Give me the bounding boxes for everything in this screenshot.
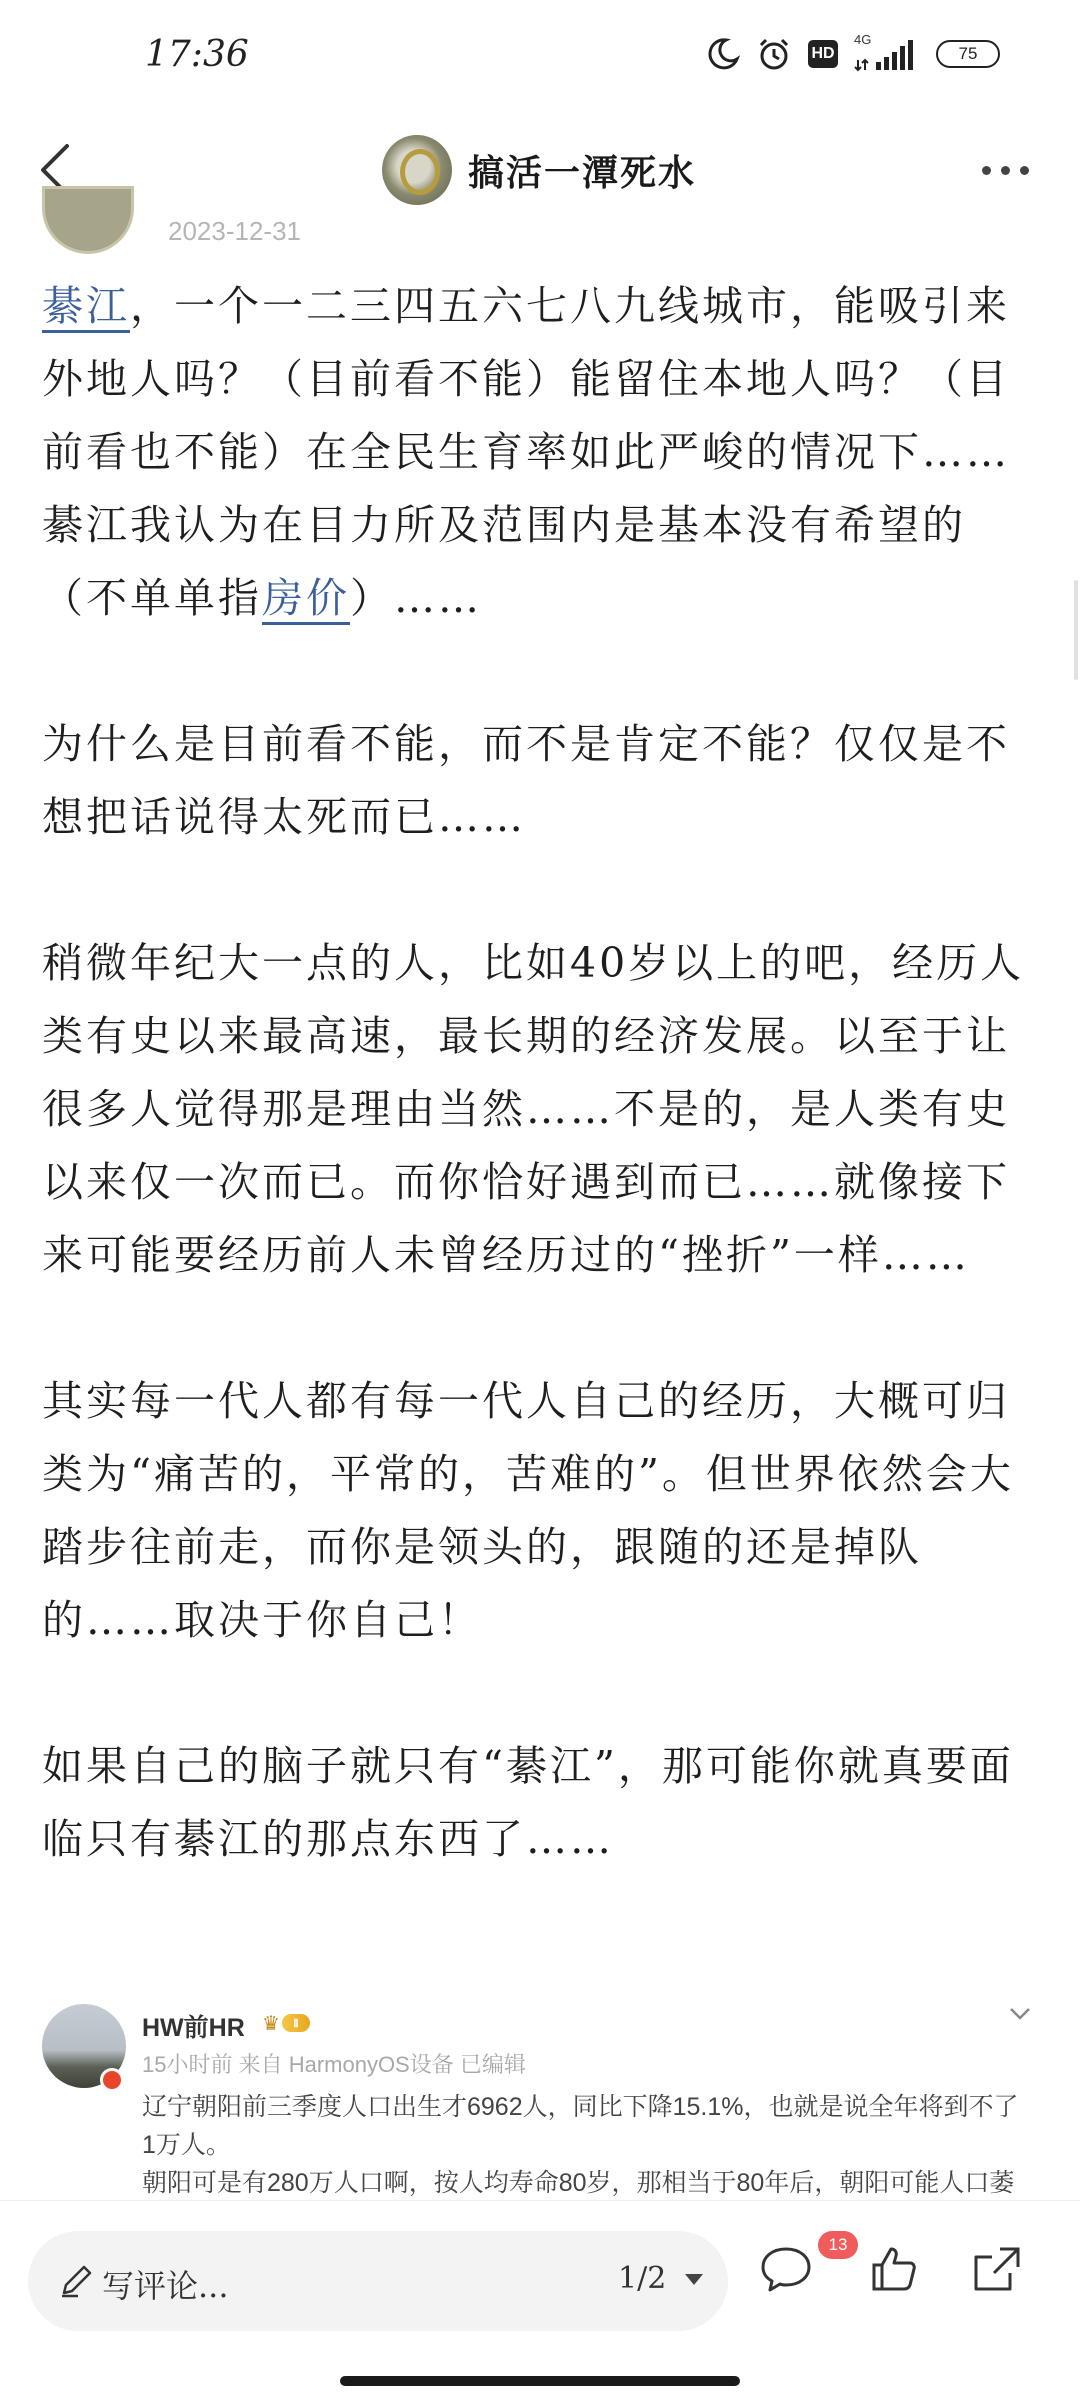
comment-placeholder: 写评论... bbox=[102, 2267, 229, 2305]
status-icons bbox=[706, 32, 1000, 72]
share-icon[interactable] bbox=[970, 2243, 1026, 2295]
page-indicator[interactable]: 1/2 bbox=[618, 2261, 667, 2296]
chevron-down-icon[interactable] bbox=[1000, 1994, 1040, 2034]
level-label: Ⅱ bbox=[282, 2014, 310, 2032]
topic-link[interactable]: 房价 bbox=[262, 574, 350, 625]
pen-icon bbox=[58, 2263, 94, 2303]
author-row bbox=[0, 216, 1080, 254]
paragraph: 为什么是目前看不能，而不是肯定不能？仅仅是不想把话说得太死而已…… bbox=[42, 720, 1010, 841]
paragraph: 稍微年纪大一点的人，比如40岁以上的吧，经历人类有史以来最高速，最长期的经济发展。以至于让很多人觉得那是理由当然……不是的，是人类有史以来仅一次而已。而你恰好遇到而已……就像接下来可能要经历前人未曾经历过的“挫折”一样…… bbox=[42, 939, 1025, 1279]
bottom-action-bar bbox=[0, 2200, 1080, 2400]
home-indicator[interactable] bbox=[340, 2376, 740, 2386]
paragraph-text: ）…… bbox=[350, 574, 482, 622]
scrollbar[interactable] bbox=[1074, 580, 1078, 680]
level-badge bbox=[262, 2012, 314, 2034]
commenter-name[interactable]: HW前HR bbox=[142, 2014, 245, 2042]
paragraph-text: ，一个一二三四五六七八九线城市，能吸引来外地人吗？（目前看不能）能留住本地人吗？（目前看也不能）在全民生育率如此严峻的情况下……綦江我认为在目力所及范围内是基本没有希望的（不单单指 bbox=[42, 282, 1010, 622]
topic-link[interactable]: 綦江 bbox=[42, 282, 130, 333]
comment-count-badge: 13 bbox=[818, 2231, 858, 2259]
more-icon-dot bbox=[982, 166, 991, 175]
signal-icon bbox=[854, 32, 920, 72]
comment-item[interactable] bbox=[0, 1990, 1080, 2200]
comment-line: 朝阳可是有280万人口啊，按人均寿命80岁，那相当于80年后，朝阳可能人口萎 bbox=[142, 2169, 1015, 2197]
battery-icon bbox=[936, 40, 1000, 68]
forum-title[interactable]: 搞活一潭死水 bbox=[468, 151, 697, 194]
comment-meta: 15小时前 来自 HarmonyOS设备 已编辑 bbox=[142, 2052, 526, 2077]
article-body bbox=[42, 270, 1042, 1980]
top-header bbox=[0, 110, 1080, 230]
comment-input[interactable] bbox=[28, 2231, 728, 2331]
alarm-icon bbox=[756, 36, 792, 72]
like-icon[interactable] bbox=[868, 2243, 920, 2295]
dropdown-icon[interactable] bbox=[683, 2271, 705, 2291]
crown-icon: ♛ bbox=[262, 2011, 280, 2035]
more-icon-dot bbox=[1020, 166, 1029, 175]
more-button[interactable] bbox=[970, 140, 1040, 200]
forum-header[interactable] bbox=[382, 122, 696, 218]
comment-line: 辽宁朝阳前三季度人口出生才6962人，同比下降15.1%，也就是说全年将到不了1万人。 bbox=[142, 2093, 1019, 2159]
vip-badge-icon bbox=[100, 2068, 124, 2092]
status-bar bbox=[0, 0, 1080, 110]
hd-icon: HD bbox=[808, 40, 838, 68]
comment-icon[interactable] bbox=[758, 2243, 814, 2295]
forum-avatar[interactable] bbox=[382, 135, 452, 205]
paragraph: 如果自己的脑子就只有“綦江”，那可能你就真要面临只有綦江的那点东西了…… bbox=[42, 1742, 1014, 1863]
author-avatar[interactable] bbox=[42, 186, 134, 254]
moon-icon bbox=[706, 37, 740, 71]
paragraph: 其实每一代人都有每一代人自己的经历，大概可归类为“痛苦的，平常的，苦难的”。但世界依然会大踏步往前走，而你是领头的，跟随的还是掉队的……取决于你自己！ bbox=[42, 1377, 1014, 1644]
post-date: 2023-12-31 bbox=[168, 216, 301, 246]
more-icon-dot bbox=[1001, 166, 1010, 175]
battery-level: 75 bbox=[958, 44, 978, 63]
paragraph bbox=[42, 270, 1042, 635]
network-label: 4G bbox=[854, 32, 872, 47]
status-time: 17:36 bbox=[145, 34, 249, 75]
